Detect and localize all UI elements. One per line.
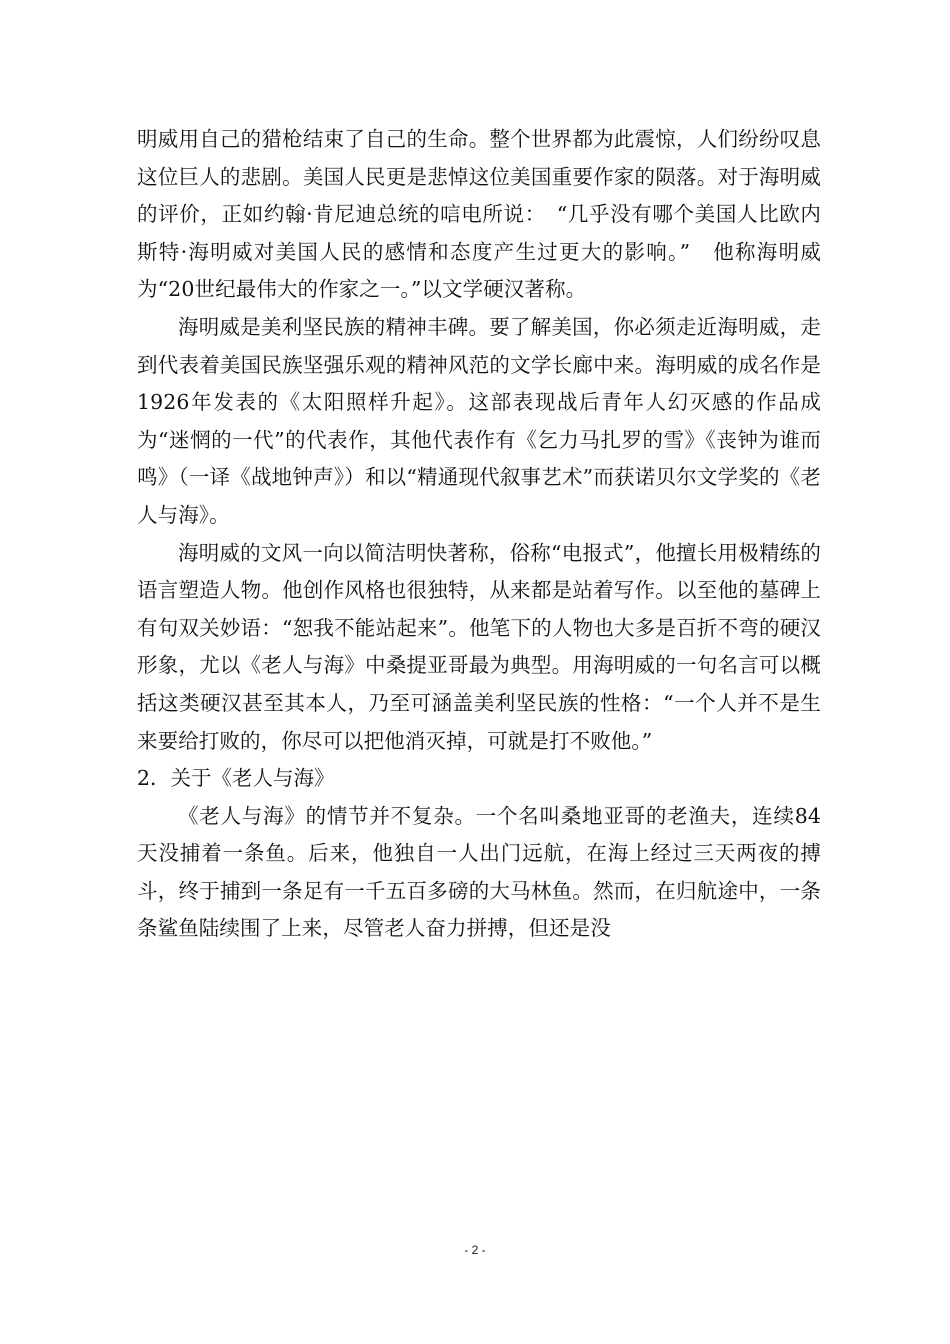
paragraph-hemingway-style: 海明威的文风一向以简洁明快著称，俗称“电报式”，他擅长用极精练的语言塑造人物。他创作风格也很独特，从来都是站着写作。以至他的墓碑上有句双关妙语：“恕我不能站起来”。他笔下的人物也大多是百折不弯的硬汉形象，尤以《老人与海》中桑提亚哥最为典型。用海明威的一句名言可以概括这类硬汉甚至其本人，乃至可涵盖美利坚民族的性格：“一个人并不是生来要给打败的，你尽可以把他消灭掉，可就是打不败他。” [137, 540, 821, 753]
section-heading: 2．关于《老人与海》 [137, 766, 335, 791]
paragraph-continuation: 明威用自己的猎枪结束了自己的生命。整个世界都为此震惊，人们纷纷叹息这位巨人的悲剧。美国人民更是悲悼这位美国重要作家的陨落。对于海明威的评价，正如约翰·肯尼迪总统的唁电所说： “几乎没有哪个美国人比欧内斯特·海明威对美国人民的感情和态度产生过更大的影响。” 他称海明威为“20世纪最伟大的作家之一。”以文学硬汉著称。 [137, 127, 821, 302]
body-text [137, 121, 821, 948]
paragraph-hemingway-monument: 海明威是美利坚民族的精神丰碑。要了解美国，你必须走近海明威，走到代表着美国民族坚强乐观的精神风范的文学长廊中来。海明威的成名作是1926年发表的《太阳照样升起》。这部表现战后青年人幻灭感的作品成为“迷惘的一代”的代表作，其他代表作有《乞力马扎罗的雪》《丧钟为谁而鸣》（一译《战地钟声》）和以“精通现代叙事艺术”而获诺贝尔文学奖的《老人与海》。 [137, 314, 821, 527]
paragraph-old-man-and-sea: 《老人与海》的情节并不复杂。一个名叫桑地亚哥的老渔夫，连续84天没捕着一条鱼。后来，他独自一人出门远航，在海上经过三天两夜的搏斗，终于捕到一条足有一千五百多磅的大马林鱼。然而，在归航途中，一条条鲨鱼陆续围了上来，尽管老人奋力拼搏，但还是没 [137, 803, 821, 941]
page-number: - 2 - [464, 1243, 486, 1257]
